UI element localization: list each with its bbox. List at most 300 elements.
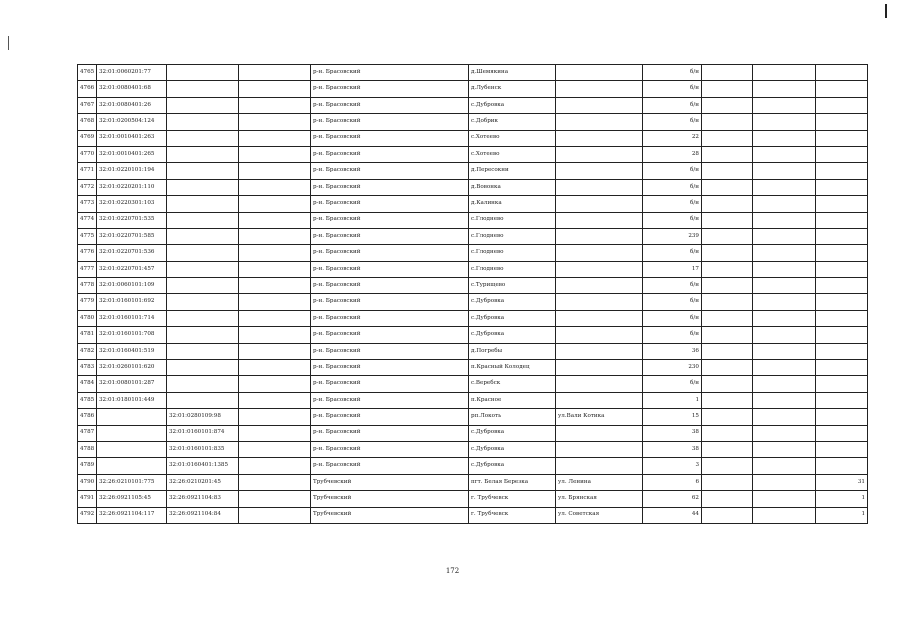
house-number: б/н (643, 278, 702, 294)
table-row (78, 212, 868, 228)
parent-cadastral-number (167, 97, 239, 113)
parent-cadastral-number (167, 179, 239, 195)
extra-cell (753, 65, 816, 81)
district: р-н. Брасовский (311, 409, 469, 425)
apartment-number: 1 (816, 491, 868, 507)
parent-cadastral-number (167, 228, 239, 244)
district: р-н. Брасовский (311, 146, 469, 162)
cadastral-number: 32:01:0060101:109 (97, 278, 167, 294)
parent-cadastral-number: 32:26:0210201:45 (167, 474, 239, 490)
locality: с.Хотеево (469, 146, 556, 162)
locality: с.Веребск (469, 376, 556, 392)
table-row (78, 441, 868, 457)
parent-cadastral-number (167, 146, 239, 162)
cadastral-number: 32:01:0220701:535 (97, 212, 167, 228)
house-number: б/н (643, 114, 702, 130)
table-row (78, 376, 868, 392)
register-rows (78, 65, 868, 524)
district: р-н. Брасовский (311, 360, 469, 376)
district: р-н. Брасовский (311, 228, 469, 244)
extra-cell (702, 81, 753, 97)
row-number: 4782 (78, 343, 97, 359)
cadastral-number: 32:01:0220301:103 (97, 196, 167, 212)
locality: с.Турищево (469, 278, 556, 294)
apartment-number (816, 376, 868, 392)
cadastral-number (97, 458, 167, 474)
street (556, 245, 643, 261)
district: р-н. Брасовский (311, 196, 469, 212)
blank-cell (239, 212, 311, 228)
locality: с.Дубровка (469, 294, 556, 310)
cadastral-number (97, 441, 167, 457)
extra-cell (753, 245, 816, 261)
house-number: 28 (643, 146, 702, 162)
street (556, 261, 643, 277)
district: р-н. Брасовский (311, 327, 469, 343)
apartment-number (816, 81, 868, 97)
table-row (78, 491, 868, 507)
district: р-н. Брасовский (311, 114, 469, 130)
blank-cell (239, 278, 311, 294)
blank-cell (239, 507, 311, 523)
apartment-number (816, 146, 868, 162)
house-number: б/н (643, 81, 702, 97)
parent-cadastral-number (167, 245, 239, 261)
row-number: 4777 (78, 261, 97, 277)
cadastral-number: 32:26:0210101:775 (97, 474, 167, 490)
row-number: 4783 (78, 360, 97, 376)
table-row (78, 327, 868, 343)
locality: с.Добрик (469, 114, 556, 130)
cadastral-number: 32:01:0220701:585 (97, 228, 167, 244)
house-number: б/н (643, 294, 702, 310)
district: р-н. Брасовский (311, 245, 469, 261)
cadastral-number: 32:01:0180101:449 (97, 392, 167, 408)
row-number: 4768 (78, 114, 97, 130)
extra-cell (702, 179, 753, 195)
district: р-н. Брасовский (311, 278, 469, 294)
house-number: б/н (643, 245, 702, 261)
extra-cell (702, 228, 753, 244)
parent-cadastral-number: 32:26:0921104:83 (167, 491, 239, 507)
locality: с.Глоднево (469, 261, 556, 277)
parent-cadastral-number (167, 65, 239, 81)
extra-cell (753, 146, 816, 162)
house-number: 3 (643, 458, 702, 474)
locality: п.Красный Колодец (469, 360, 556, 376)
locality: п.Красное (469, 392, 556, 408)
blank-cell (239, 65, 311, 81)
row-number: 4773 (78, 196, 97, 212)
extra-cell (702, 114, 753, 130)
street (556, 310, 643, 326)
parent-cadastral-number (167, 294, 239, 310)
extra-cell (702, 261, 753, 277)
table-row (78, 360, 868, 376)
extra-cell (753, 441, 816, 457)
locality: д.Погребы (469, 343, 556, 359)
district: р-н. Брасовский (311, 65, 469, 81)
street: ул. Брянская (556, 491, 643, 507)
street (556, 360, 643, 376)
street (556, 163, 643, 179)
apartment-number (816, 228, 868, 244)
extra-cell (702, 163, 753, 179)
row-number: 4765 (78, 65, 97, 81)
table-row (78, 65, 868, 81)
street (556, 327, 643, 343)
street (556, 376, 643, 392)
row-number: 4771 (78, 163, 97, 179)
extra-cell (702, 441, 753, 457)
extra-cell (702, 392, 753, 408)
extra-cell (702, 65, 753, 81)
table-row (78, 392, 868, 408)
street (556, 81, 643, 97)
blank-cell (239, 146, 311, 162)
extra-cell (753, 212, 816, 228)
parent-cadastral-number (167, 114, 239, 130)
row-number: 4775 (78, 228, 97, 244)
blank-cell (239, 294, 311, 310)
extra-cell (702, 196, 753, 212)
row-number: 4785 (78, 392, 97, 408)
street (556, 97, 643, 113)
extra-cell (753, 343, 816, 359)
blank-cell (239, 114, 311, 130)
district: р-н. Брасовский (311, 425, 469, 441)
parent-cadastral-number (167, 392, 239, 408)
street (556, 294, 643, 310)
blank-cell (239, 228, 311, 244)
extra-cell (753, 294, 816, 310)
table-row (78, 507, 868, 523)
extra-cell (753, 278, 816, 294)
blank-cell (239, 179, 311, 195)
blank-cell (239, 130, 311, 146)
locality: д.Пересокни (469, 163, 556, 179)
locality: г. Трубчевск (469, 507, 556, 523)
locality: с.Дубровка (469, 441, 556, 457)
blank-cell (239, 81, 311, 97)
house-number: б/н (643, 163, 702, 179)
house-number: б/н (643, 65, 702, 81)
cadastral-number: 32:01:0260101:620 (97, 360, 167, 376)
apartment-number (816, 163, 868, 179)
house-number: б/н (643, 97, 702, 113)
blank-cell (239, 327, 311, 343)
locality: д.Шемякина (469, 65, 556, 81)
parent-cadastral-number: 32:01:0280109:98 (167, 409, 239, 425)
blank-cell (239, 425, 311, 441)
locality: д.Лубенск (469, 81, 556, 97)
extra-cell (753, 327, 816, 343)
parent-cadastral-number (167, 343, 239, 359)
apartment-number (816, 196, 868, 212)
blank-cell (239, 458, 311, 474)
locality: с.Глоднево (469, 212, 556, 228)
extra-cell (753, 474, 816, 490)
street (556, 179, 643, 195)
apartment-number (816, 278, 868, 294)
extra-cell (702, 245, 753, 261)
district: р-н. Брасовский (311, 130, 469, 146)
row-number: 4792 (78, 507, 97, 523)
district: р-н. Брасовский (311, 179, 469, 195)
house-number: 1 (643, 392, 702, 408)
extra-cell (753, 409, 816, 425)
property-register-table (77, 64, 868, 524)
table-row (78, 163, 868, 179)
cadastral-number: 32:01:0010401:265 (97, 146, 167, 162)
row-number: 4770 (78, 146, 97, 162)
scan-margin-mark (8, 36, 9, 50)
row-number: 4790 (78, 474, 97, 490)
extra-cell (702, 327, 753, 343)
district: Трубчевский (311, 474, 469, 490)
table-row (78, 310, 868, 326)
parent-cadastral-number: 32:01:0160101:874 (167, 425, 239, 441)
extra-cell (753, 163, 816, 179)
row-number: 4787 (78, 425, 97, 441)
extra-cell (753, 376, 816, 392)
blank-cell (239, 97, 311, 113)
row-number: 4766 (78, 81, 97, 97)
apartment-number: 31 (816, 474, 868, 490)
house-number: б/н (643, 327, 702, 343)
street: ул. Ленина (556, 474, 643, 490)
apartment-number (816, 114, 868, 130)
street: ул. Советская (556, 507, 643, 523)
row-number: 4791 (78, 491, 97, 507)
cadastral-number: 32:01:0160101:714 (97, 310, 167, 326)
table-row (78, 130, 868, 146)
extra-cell (753, 392, 816, 408)
row-number: 4789 (78, 458, 97, 474)
house-number: 6 (643, 474, 702, 490)
extra-cell (702, 409, 753, 425)
extra-cell (753, 196, 816, 212)
row-number: 4767 (78, 97, 97, 113)
district: р-н. Брасовский (311, 376, 469, 392)
apartment-number (816, 409, 868, 425)
street (556, 196, 643, 212)
row-number: 4780 (78, 310, 97, 326)
table-row (78, 425, 868, 441)
extra-cell (702, 278, 753, 294)
extra-cell (702, 360, 753, 376)
cadastral-number: 32:01:0220701:457 (97, 261, 167, 277)
house-number: б/н (643, 310, 702, 326)
street (556, 392, 643, 408)
house-number: б/н (643, 212, 702, 228)
cadastral-number: 32:01:0010401:263 (97, 130, 167, 146)
extra-cell (702, 474, 753, 490)
cadastral-number: 32:01:0080401:26 (97, 97, 167, 113)
extra-cell (753, 228, 816, 244)
parent-cadastral-number (167, 261, 239, 277)
extra-cell (702, 425, 753, 441)
row-number: 4779 (78, 294, 97, 310)
street (556, 425, 643, 441)
parent-cadastral-number: 32:26:0921104:84 (167, 507, 239, 523)
locality: с.Дубровка (469, 310, 556, 326)
locality: д.Вовонка (469, 179, 556, 195)
apartment-number (816, 441, 868, 457)
apartment-number (816, 360, 868, 376)
district: р-н. Брасовский (311, 441, 469, 457)
page-number: 172 (445, 567, 460, 575)
cadastral-number: 32:26:0921104:117 (97, 507, 167, 523)
parent-cadastral-number (167, 327, 239, 343)
extra-cell (753, 114, 816, 130)
blank-cell (239, 376, 311, 392)
blank-cell (239, 261, 311, 277)
parent-cadastral-number (167, 163, 239, 179)
extra-cell (702, 458, 753, 474)
extra-cell (753, 507, 816, 523)
cadastral-number: 32:01:0220201:110 (97, 179, 167, 195)
table-row (78, 97, 868, 113)
district: р-н. Брасовский (311, 392, 469, 408)
cadastral-number: 32:01:0080401:68 (97, 81, 167, 97)
parent-cadastral-number (167, 130, 239, 146)
table-row (78, 261, 868, 277)
street (556, 278, 643, 294)
cadastral-number: 32:01:0160401:519 (97, 343, 167, 359)
apartment-number (816, 245, 868, 261)
extra-cell (753, 130, 816, 146)
cadastral-number: 32:01:0080101:287 (97, 376, 167, 392)
cadastral-number: 32:01:0060201:77 (97, 65, 167, 81)
table-row (78, 245, 868, 261)
extra-cell (753, 97, 816, 113)
row-number: 4778 (78, 278, 97, 294)
extra-cell (753, 425, 816, 441)
extra-cell (753, 360, 816, 376)
apartment-number (816, 179, 868, 195)
blank-cell (239, 245, 311, 261)
extra-cell (753, 310, 816, 326)
district: р-н. Брасовский (311, 212, 469, 228)
house-number: 36 (643, 343, 702, 359)
table-row (78, 474, 868, 490)
row-number: 4769 (78, 130, 97, 146)
street (556, 65, 643, 81)
apartment-number (816, 130, 868, 146)
table-row (78, 114, 868, 130)
house-number: 44 (643, 507, 702, 523)
street (556, 441, 643, 457)
district: р-н. Брасовский (311, 310, 469, 326)
row-number: 4784 (78, 376, 97, 392)
parent-cadastral-number (167, 81, 239, 97)
parent-cadastral-number (167, 196, 239, 212)
house-number: 22 (643, 130, 702, 146)
house-number: 230 (643, 360, 702, 376)
house-number: 62 (643, 491, 702, 507)
district: р-н. Брасовский (311, 97, 469, 113)
district: р-н. Брасовский (311, 81, 469, 97)
extra-cell (702, 294, 753, 310)
cadastral-number (97, 409, 167, 425)
house-number: б/н (643, 196, 702, 212)
street (556, 458, 643, 474)
district: р-н. Брасовский (311, 458, 469, 474)
blank-cell (239, 409, 311, 425)
house-number: 15 (643, 409, 702, 425)
extra-cell (702, 97, 753, 113)
blank-cell (239, 310, 311, 326)
street (556, 228, 643, 244)
extra-cell (702, 212, 753, 228)
table-row (78, 179, 868, 195)
locality: рп.Локоть (469, 409, 556, 425)
table-row (78, 458, 868, 474)
table-row (78, 81, 868, 97)
cadastral-number: 32:01:0220101:194 (97, 163, 167, 179)
parent-cadastral-number: 32:01:0160401:1385 (167, 458, 239, 474)
row-number: 4788 (78, 441, 97, 457)
table-row (78, 294, 868, 310)
apartment-number (816, 392, 868, 408)
parent-cadastral-number (167, 360, 239, 376)
extra-cell (702, 310, 753, 326)
cadastral-number: 32:01:0160101:692 (97, 294, 167, 310)
district: Трубчевский (311, 507, 469, 523)
table-row (78, 228, 868, 244)
locality: с.Глоднево (469, 245, 556, 261)
row-number: 4781 (78, 327, 97, 343)
parent-cadastral-number: 32:01:0160101:835 (167, 441, 239, 457)
district: р-н. Брасовский (311, 261, 469, 277)
street (556, 343, 643, 359)
extra-cell (702, 343, 753, 359)
extra-cell (753, 491, 816, 507)
apartment-number (816, 343, 868, 359)
locality: г. Трубчевск (469, 491, 556, 507)
house-number: б/н (643, 376, 702, 392)
extra-cell (753, 179, 816, 195)
extra-cell (753, 261, 816, 277)
house-number: 17 (643, 261, 702, 277)
district: Трубчевский (311, 491, 469, 507)
blank-cell (239, 441, 311, 457)
extra-cell (702, 507, 753, 523)
blank-cell (239, 474, 311, 490)
district: р-н. Брасовский (311, 163, 469, 179)
locality: с.Хотеево (469, 130, 556, 146)
table-row (78, 343, 868, 359)
extra-cell (702, 130, 753, 146)
table-row (78, 196, 868, 212)
blank-cell (239, 196, 311, 212)
house-number: б/н (643, 179, 702, 195)
extra-cell (753, 81, 816, 97)
street (556, 212, 643, 228)
house-number: 38 (643, 441, 702, 457)
district: р-н. Брасовский (311, 343, 469, 359)
apartment-number (816, 65, 868, 81)
locality: д.Калинка (469, 196, 556, 212)
row-number: 4772 (78, 179, 97, 195)
house-number: 38 (643, 425, 702, 441)
street: ул.Вали Котика (556, 409, 643, 425)
extra-cell (702, 146, 753, 162)
cadastral-number: 32:01:0220701:536 (97, 245, 167, 261)
apartment-number: 1 (816, 507, 868, 523)
parent-cadastral-number (167, 310, 239, 326)
